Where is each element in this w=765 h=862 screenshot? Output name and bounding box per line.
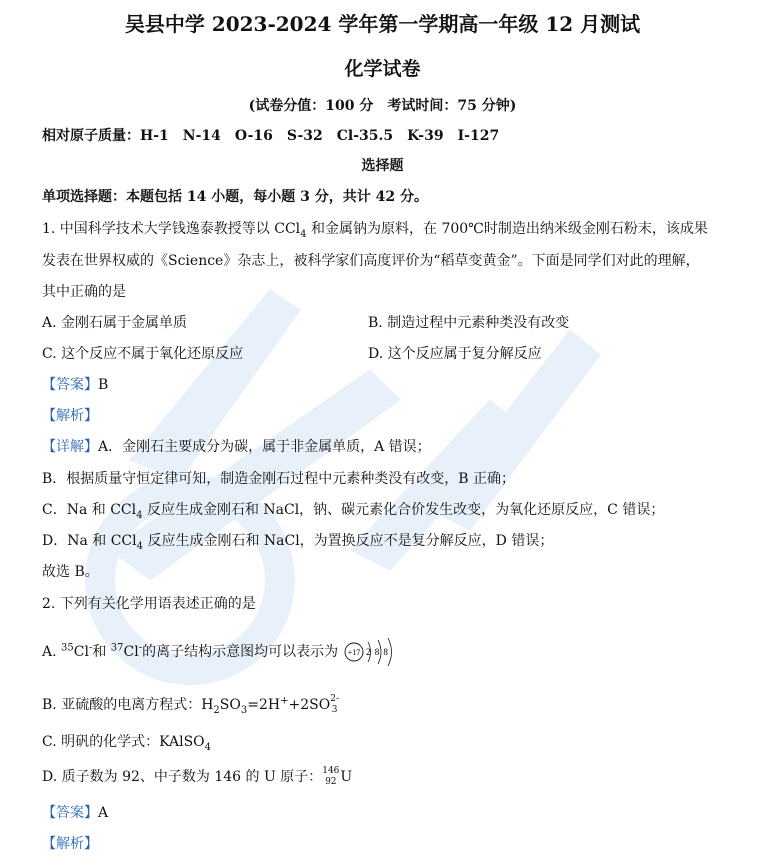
q1-stem-line3: 其中正确的是 xyxy=(42,284,126,300)
q2-d-nuclide-stack xyxy=(322,766,339,788)
q1-detail-d-subscript: 4 xyxy=(136,540,143,552)
q1-stem-text-a: 1. 中国科学技术大学钱逸泰教授等以 CCl xyxy=(42,221,301,237)
q1-answer-tag: 【答案】 xyxy=(42,377,98,393)
q1-detail-c xyxy=(42,501,664,519)
q1-stem-line1 xyxy=(42,220,708,238)
q2-a-text: 的离子结构示意图均可以表示为 xyxy=(142,644,339,660)
q1-detail-tag: 【详解】 xyxy=(42,439,98,455)
q2-b-h: H xyxy=(201,697,214,713)
shell-electrons: 288 xyxy=(365,647,392,657)
q2-a-mass2: 37 xyxy=(110,642,124,654)
q2-option-b xyxy=(42,694,340,716)
q2-b-ion-stack xyxy=(330,694,339,716)
q1-analysis-tag: 【解析】 xyxy=(42,408,98,424)
q1-option-c: C. 这个反应不属于氧化还原反应 xyxy=(42,346,244,362)
q2-option-a xyxy=(42,638,405,666)
q2-a-and: 和 xyxy=(92,644,111,660)
q2-answer-tag: 【答案】 xyxy=(42,805,98,821)
q2-a-cl2: Cl xyxy=(123,644,139,660)
nucleus-charge: +17 xyxy=(347,648,360,657)
atomic-masses: 相对原子质量：H-1 N-14 O-16 S-32 Cl-35.5 K-39 I-127 xyxy=(42,128,500,144)
exam-info: (试卷分值：100 分 考试时间：75 分钟) xyxy=(248,98,517,114)
exam-title: 吴县中学 2023-2024 学年第一学期高一年级 12 月测试 xyxy=(124,12,641,36)
section-instruction: 单项选择题：本题包括 14 小题，每小题 3 分，共计 42 分。 xyxy=(42,189,428,205)
q1-conclusion: 故选 B。 xyxy=(42,564,99,580)
q2-analysis-tag: 【解析】 xyxy=(42,836,98,852)
q2-c-text: C. 明矾的化学式：KAlSO xyxy=(42,734,205,750)
q2-answer xyxy=(42,804,108,822)
q1-answer xyxy=(42,376,108,394)
q1-detail-c-text-b: 反应生成金刚石和 NaCl，钠、碳元素化合价发生改变，为氧化还原反应，C 错误； xyxy=(142,502,665,518)
q1-detail-d-text-a: D．Na 和 CCl xyxy=(42,533,137,549)
q1-detail-d-text-b: 反应生成金刚石和 NaCl，为置换反应不是复分解反应，D 错误； xyxy=(143,533,554,549)
q2-b-plus: + xyxy=(280,695,289,707)
q1-stem-text-b: 和金属钠为原料，在 700℃时制造出纳米级金刚石粉末，该成果 xyxy=(306,221,708,237)
q2-a-cl1: Cl xyxy=(73,644,89,660)
q1-answer-value: B xyxy=(98,377,109,393)
q2-stem: 2. 下列有关化学用语表述正确的是 xyxy=(42,596,256,612)
q2-b-sub3: 3 xyxy=(331,705,338,715)
q2-d-text: D. 质子数为 92、中子数为 146 的 U 原子： xyxy=(42,769,323,785)
q1-option-d: D. 这个反应属于复分解反应 xyxy=(368,346,542,362)
q2-c-sub: 4 xyxy=(204,741,212,753)
q1-option-b: B. 制造过程中元素种类没有改变 xyxy=(368,315,570,331)
q2-a-mass1: 35 xyxy=(61,642,74,654)
q2-b-eq: =2H xyxy=(247,697,281,713)
q2-a-charge1: - xyxy=(88,642,93,654)
q1-option-a: A. 金刚石属于金属单质 xyxy=(42,315,188,331)
q2-answer-value: A xyxy=(98,805,109,821)
q2-d-mass: 146 xyxy=(322,766,340,776)
q2-b-so: SO xyxy=(219,697,241,713)
q2-d-symbol: U xyxy=(340,769,353,785)
q1-detail-a xyxy=(42,438,431,456)
q2-d-atomic: 92 xyxy=(325,777,337,787)
q2-a-prefix: A. xyxy=(42,644,62,660)
q2-b-sub2: 3 xyxy=(240,704,248,716)
q1-detail-a-text: A．金刚石主要成分为碳，属于非金属单质，A 错误； xyxy=(98,439,431,455)
q2-b-sub1: 2 xyxy=(213,704,220,716)
q1-detail-c-text-a: C．Na 和 CCl xyxy=(42,502,137,518)
q1-detail-b: B．根据质量守恒定律可知，制造金刚石过程中元素种类没有改变，B 正确； xyxy=(42,471,516,487)
q1-detail-c-subscript: 4 xyxy=(136,509,143,521)
q2-option-d xyxy=(42,766,352,788)
q2-a-charge2: - xyxy=(138,642,143,654)
section-heading: 选择题 xyxy=(361,158,404,174)
q1-detail-d xyxy=(42,532,553,550)
q2-b-rest: +2SO xyxy=(288,697,331,713)
subject-title: 化学试卷 xyxy=(344,58,421,80)
q1-stem-line2: 发表在世界权威的《Science》杂志上，被科学家们高度评价为“稻草变黄金”。下面是同学们对此的理解， xyxy=(42,253,700,269)
ion-structure-diagram xyxy=(343,638,405,666)
q2-b-text: B. 亚硫酸的电离方程式： xyxy=(42,697,202,713)
q1-stem-subscript: 4 xyxy=(300,228,307,240)
q2-b-charge: 2- xyxy=(330,694,339,704)
q2-option-c xyxy=(42,733,211,751)
